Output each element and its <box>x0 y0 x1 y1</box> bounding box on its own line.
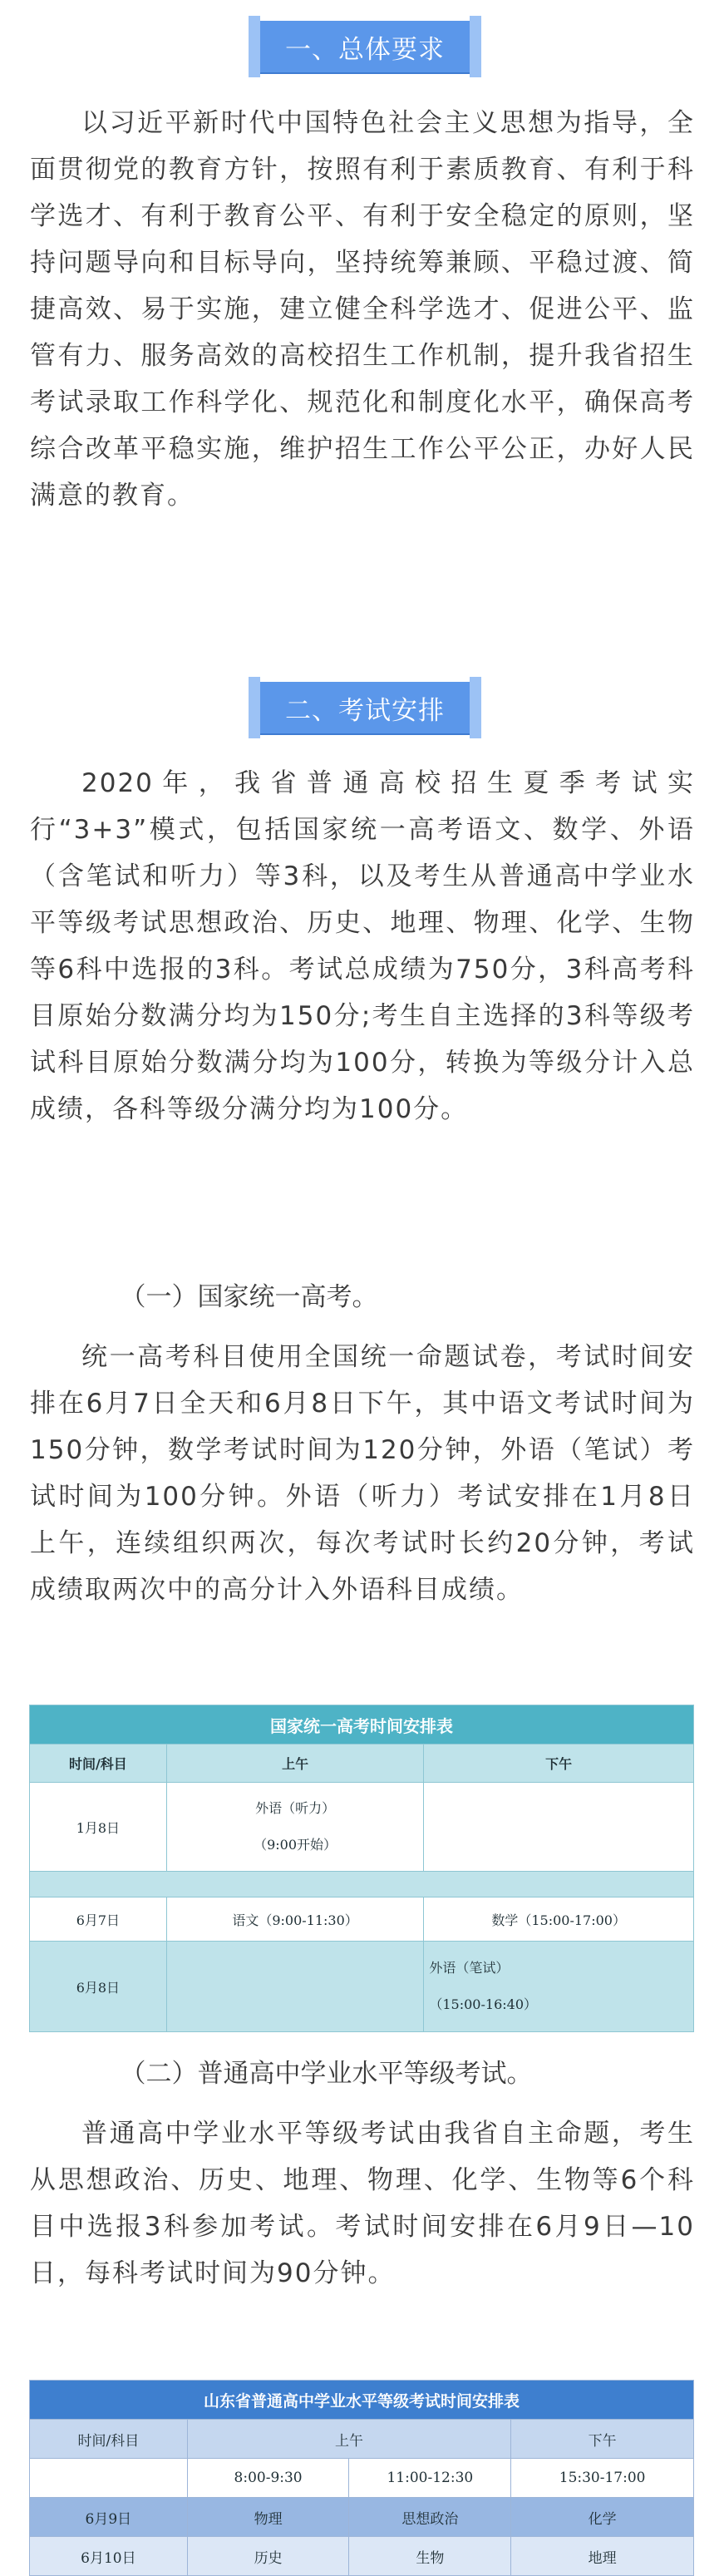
header-cell: 时间/科目 <box>30 2420 188 2459</box>
table-spacer-row <box>30 1872 694 1897</box>
section-heading-overall-requirements <box>249 21 481 72</box>
morning-subject: 外语（听力） <box>255 1800 336 1816</box>
morning-time: （9:00开始） <box>254 1837 337 1853</box>
date-cell: 1月8日 <box>30 1783 167 1872</box>
date-cell: 6月10日 <box>30 2537 188 2576</box>
afternoon-subject: 外语（笔试） <box>429 1960 510 1976</box>
subject-cell: 历史 <box>187 2537 349 2576</box>
morning-cell <box>166 1783 424 1872</box>
morning-cell <box>166 1942 424 2032</box>
level-exam-schedule-table <box>29 2380 694 2576</box>
date-cell: 6月7日 <box>30 1897 167 1942</box>
header-cell: 上午 <box>187 2420 511 2459</box>
exam-arrangement-paragraph: 2020年，我省普通高校招生夏季考试实行“3+3”模式，包括国家统一高考语文、数学、外语（含笔试和听力）等3科，以及考生从普通高中学业水平等级考试思想政治、历史、地理、物理、化学、生物等6科中选报的3科。考试总成绩为750分，3科高考科目原始分数满分均为150分;考生自主选择的3科等级考试科目原始分数满分均为100分，转换为等级分计入总成绩，各科等级分满分均为100分。 <box>30 768 695 1124</box>
header-cell: 上午 <box>166 1744 424 1783</box>
time-cell: 11:00-12:30 <box>349 2459 511 2498</box>
header-cell: 下午 <box>424 1744 694 1783</box>
time-cell: 15:30-17:00 <box>511 2459 694 2498</box>
section-heading-exam-arrangement <box>249 682 481 733</box>
spacer-cell <box>30 1872 694 1897</box>
afternoon-cell: 数学（15:00-17:00） <box>424 1897 694 1942</box>
table-title: 国家统一高考时间安排表 <box>30 1705 694 1744</box>
table-time-row <box>30 2459 694 2498</box>
national-exam-subheading: （一）国家统一高考。 <box>120 1282 378 1312</box>
table-row <box>30 2498 694 2537</box>
time-cell <box>30 2459 188 2498</box>
afternoon-time: （15:00-16:40） <box>429 1996 538 2012</box>
table-row <box>30 1783 694 1872</box>
section-heading-text: 一、总体要求 <box>285 34 445 65</box>
table-row <box>30 1942 694 2032</box>
afternoon-cell <box>424 1942 694 2032</box>
banner-right-ornament <box>470 16 481 77</box>
subject-cell: 物理 <box>187 2498 349 2537</box>
time-cell: 8:00-9:30 <box>187 2459 349 2498</box>
national-exam-paragraph: 统一高考科目使用全国统一命题试卷，考试时间安排在6月7日全天和6月8日下午，其中语文考试时间为150分钟，数学考试时间为120分钟，外语（笔试）考试时间为100分钟。外语（听力）考试安排在1月8日上午，连续组织两次，每次考试时长约20分钟，考试成绩取两次中的高分计入外语科目成绩。 <box>30 1342 695 1605</box>
date-cell: 6月8日 <box>30 1942 167 2032</box>
table-header-row <box>30 2420 694 2459</box>
national-exam-schedule-table <box>29 1705 694 2032</box>
table-row <box>30 2537 694 2576</box>
banner-left-ornament <box>249 16 260 77</box>
table-row <box>30 1897 694 1942</box>
table-title: 山东省普通高中学业水平等级考试时间安排表 <box>30 2381 694 2420</box>
level-exam-paragraph: 普通高中学业水平等级考试由我省自主命题，考生从思想政治、历史、地理、物理、化学、生物等6个科目中选报3科参加考试。考试时间安排在6月9日—10日，每科考试时间为90分钟。 <box>30 2119 695 2288</box>
morning-cell: 语文（9:00-11:30） <box>166 1897 424 1942</box>
level-exam-subheading: （二）普通高中学业水平等级考试。 <box>120 2059 533 2089</box>
date-cell: 6月9日 <box>30 2498 188 2537</box>
subject-cell: 化学 <box>511 2498 694 2537</box>
subject-cell: 生物 <box>349 2537 511 2576</box>
section-heading-text: 二、考试安排 <box>285 695 445 726</box>
table-header-row <box>30 1744 694 1783</box>
subject-cell: 地理 <box>511 2537 694 2576</box>
header-cell: 时间/科目 <box>30 1744 167 1783</box>
banner-right-ornament <box>470 677 481 738</box>
subject-cell: 思想政治 <box>349 2498 511 2537</box>
banner-left-ornament <box>249 677 260 738</box>
header-cell: 下午 <box>511 2420 694 2459</box>
overall-requirements-paragraph: 以习近平新时代中国特色社会主义思想为指导，全面贯彻党的教育方针，按照有利于素质教育、有利于科学选才、有利于教育公平、有利于安全稳定的原则，坚持问题导向和目标导向，坚持统筹兼顾、平稳过渡、简捷高效、易于实施，建立健全科学选才、促进公平、监管有力、服务高效的高校招生工作机制，提升我省招生考试录取工作科学化、规范化和制度化水平，确保高考综合改革平稳实施，维护招生工作公平公正，办好人民满意的教育。 <box>30 108 695 511</box>
afternoon-cell <box>424 1783 694 1872</box>
